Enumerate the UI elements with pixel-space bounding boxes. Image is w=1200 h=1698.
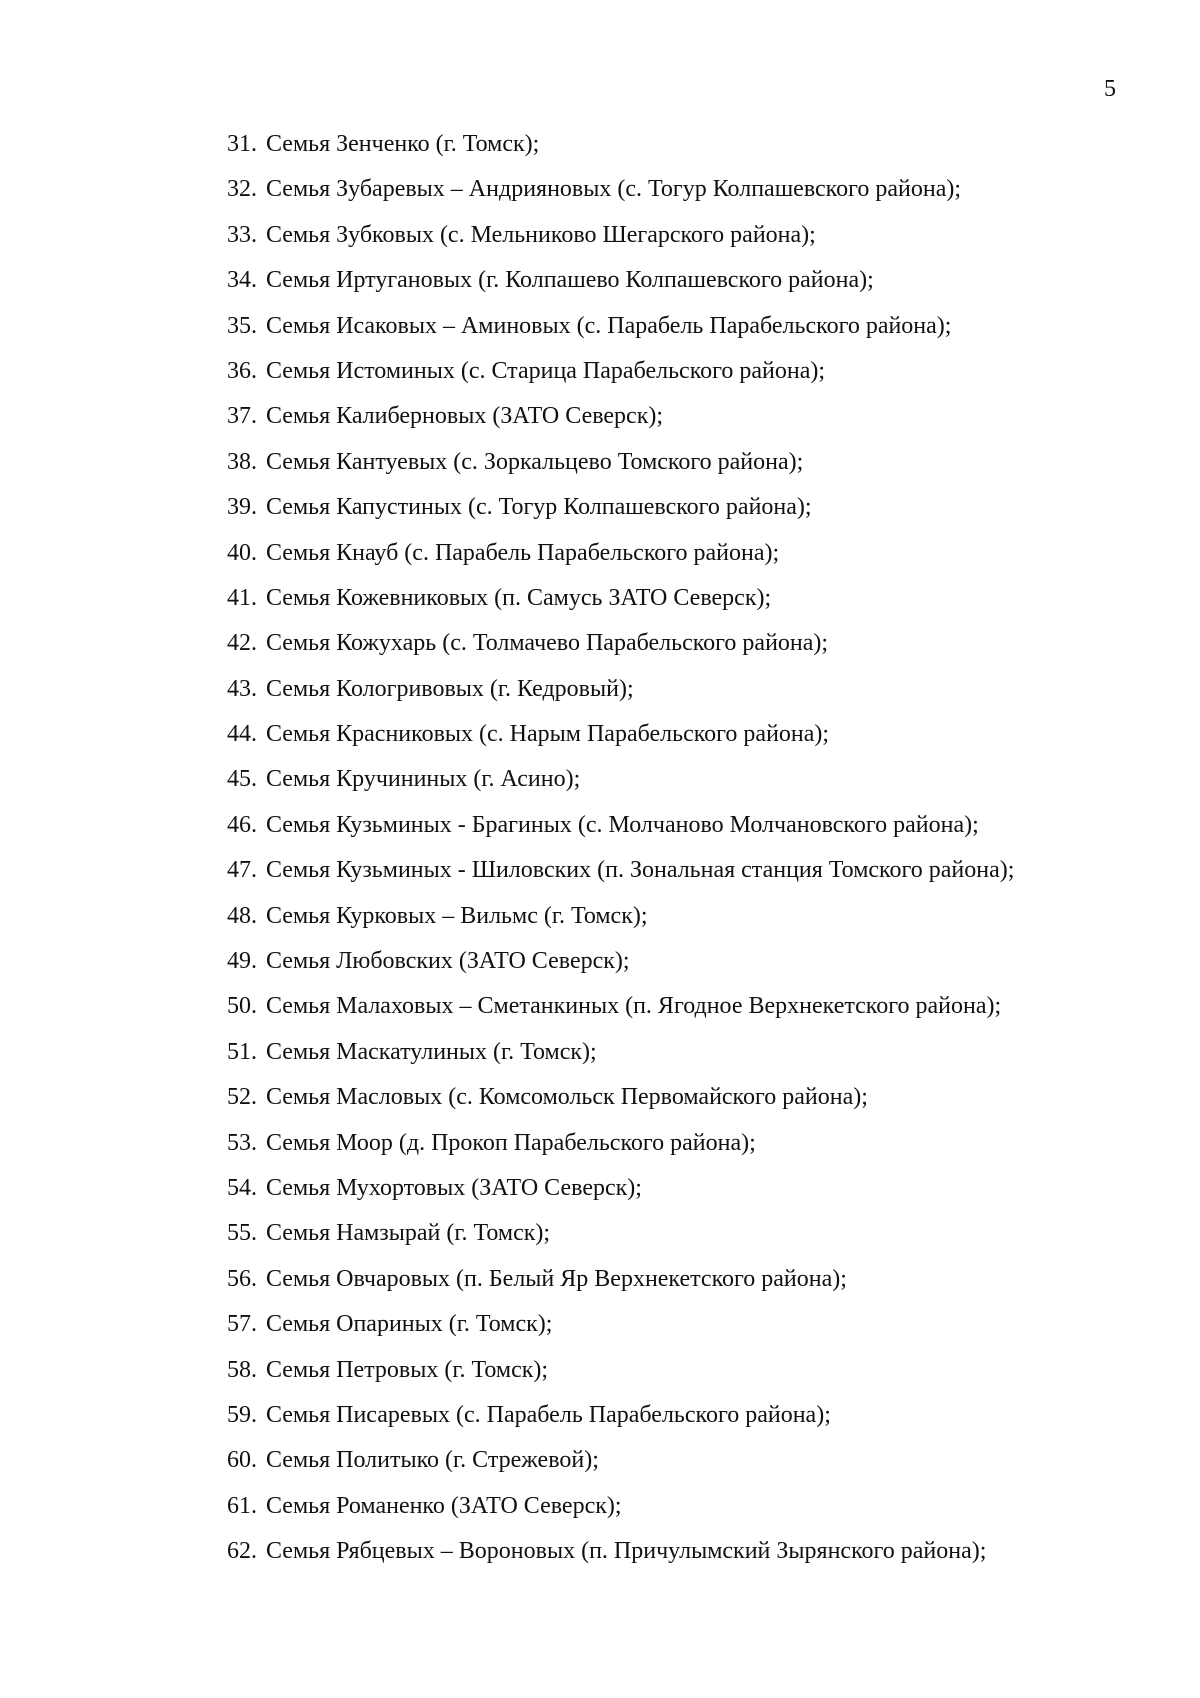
list-item	[0, 1218, 1014, 1263]
item-text: Семья Исаковых – Аминовых (с. Парабель Парабельского района);	[266, 312, 952, 339]
item-text: Семья Любовских (ЗАТО Северск);	[266, 948, 630, 975]
list-item	[0, 764, 1014, 809]
item-text: Семья Намзырай (г. Томск);	[266, 1220, 551, 1247]
item-number: 46.	[227, 811, 257, 838]
list-item	[0, 1355, 1014, 1400]
item-text: Семья Истоминых (с. Старица Парабельского района);	[266, 357, 826, 384]
list-item	[0, 401, 1014, 446]
item-text: Семья Зубковых (с. Мельниково Шегарского района);	[266, 221, 816, 248]
list-item	[0, 1128, 1014, 1173]
list-item	[0, 220, 1014, 265]
item-number: 54.	[227, 1174, 257, 1201]
list-item	[0, 265, 1014, 310]
item-number: 37.	[227, 403, 257, 430]
item-text: Семья Кузьминых - Шиловских (п. Зональная станция Томского района);	[266, 857, 1015, 884]
item-number: 56.	[227, 1265, 257, 1292]
item-text: Семья Романенко (ЗАТО Северск);	[266, 1492, 622, 1519]
item-number: 43.	[227, 675, 257, 702]
item-text: Семья Масловых (с. Комсомольск Первомайского района);	[266, 1084, 868, 1111]
list-item	[0, 174, 1014, 219]
item-number: 32.	[227, 176, 257, 203]
item-text: Семья Кузьминых - Брагиных (с. Молчаново Молчановского района);	[266, 811, 979, 838]
item-number: 52.	[227, 1084, 257, 1111]
item-text: Семья Петровых (г. Томск);	[266, 1356, 549, 1383]
list-item	[0, 1264, 1014, 1309]
item-number: 50.	[227, 993, 257, 1020]
list-item	[0, 1173, 1014, 1218]
item-text: Семья Малаховых – Сметанкиных (п. Ягодное Верхнекетского района);	[266, 993, 1002, 1020]
item-number: 55.	[227, 1220, 257, 1247]
item-text: Семья Мухортовых (ЗАТО Северск);	[266, 1174, 642, 1201]
item-number: 34.	[227, 267, 257, 294]
list-item	[0, 855, 1014, 900]
list-item	[0, 628, 1014, 673]
item-number: 33.	[227, 221, 257, 248]
list-item	[0, 1400, 1014, 1445]
item-number: 31.	[227, 131, 257, 157]
item-number: 58.	[227, 1356, 257, 1383]
family-list	[0, 129, 1014, 1582]
item-text: Семья Рябцевых – Вороновых (п. Причулымский Зырянского района);	[266, 1538, 987, 1565]
page-number: 5	[1104, 76, 1116, 102]
item-text: Семья Зубаревых – Андрияновых (с. Тогур Колпашевского района);	[266, 176, 962, 203]
item-number: 42.	[227, 630, 257, 657]
item-number: 53.	[227, 1129, 257, 1156]
item-number: 45.	[227, 766, 257, 793]
item-number: 35.	[227, 312, 257, 339]
list-item	[0, 1037, 1014, 1082]
item-text: Семья Кожевниковых (п. Самусь ЗАТО Северск);	[266, 584, 772, 611]
item-text: Семья Кожухарь (с. Толмачево Парабельского района);	[266, 630, 829, 657]
item-text: Семья Кологривовых (г. Кедровый);	[266, 675, 634, 702]
item-text: Семья Зенченко (г. Томск);	[266, 131, 540, 157]
item-number: 44.	[227, 721, 257, 748]
item-text: Семья Кантуевых (с. Зоркальцево Томского района);	[266, 448, 804, 475]
list-item	[0, 719, 1014, 764]
item-text: Семья Иртугановых (г. Колпашево Колпашевского района);	[266, 267, 874, 294]
list-item	[0, 538, 1014, 583]
list-item	[0, 810, 1014, 855]
list-item	[0, 492, 1014, 537]
list-item	[0, 311, 1014, 356]
item-number: 51.	[227, 1038, 257, 1065]
list-item	[0, 447, 1014, 492]
item-text: Семья Кручининых (г. Асино);	[266, 766, 581, 793]
list-item	[0, 129, 1014, 174]
item-text: Семья Калиберновых (ЗАТО Северск);	[266, 403, 664, 430]
item-number: 48.	[227, 902, 257, 929]
item-text: Семья Моор (д. Прокоп Парабельского района);	[266, 1129, 756, 1156]
list-item	[0, 946, 1014, 991]
item-number: 60.	[227, 1447, 257, 1474]
item-text: Семья Курковых – Вильмс (г. Томск);	[266, 902, 648, 929]
list-item	[0, 991, 1014, 1036]
item-text: Семья Политыко (г. Стрежевой);	[266, 1447, 599, 1474]
list-item	[0, 356, 1014, 401]
item-number: 57.	[227, 1311, 257, 1338]
item-text: Семья Красниковых (с. Нарым Парабельского района);	[266, 721, 830, 748]
item-number: 61.	[227, 1492, 257, 1519]
list-item	[0, 1491, 1014, 1536]
list-item	[0, 674, 1014, 719]
list-item	[0, 583, 1014, 628]
list-item	[0, 1082, 1014, 1127]
item-text: Семья Маскатулиных (г. Томск);	[266, 1038, 597, 1065]
list-item	[0, 1445, 1014, 1490]
item-number: 49.	[227, 948, 257, 975]
item-text: Семья Капустиных (с. Тогур Колпашевского района);	[266, 494, 812, 521]
item-text: Семья Овчаровых (п. Белый Яр Верхнекетского района);	[266, 1265, 847, 1292]
item-text: Семья Опариных (г. Томск);	[266, 1311, 553, 1338]
item-number: 41.	[227, 584, 257, 611]
list-item	[0, 1536, 1014, 1581]
item-number: 59.	[227, 1401, 257, 1428]
item-text: Семья Кнауб (с. Парабель Парабельского района);	[266, 539, 780, 566]
item-number: 36.	[227, 357, 257, 384]
list-item	[0, 901, 1014, 946]
item-text: Семья Писаревых (с. Парабель Парабельского района);	[266, 1401, 831, 1428]
item-number: 39.	[227, 494, 257, 521]
item-number: 38.	[227, 448, 257, 475]
item-number: 47.	[227, 857, 257, 884]
item-number: 62.	[227, 1538, 257, 1565]
item-number: 40.	[227, 539, 257, 566]
list-item	[0, 1309, 1014, 1354]
